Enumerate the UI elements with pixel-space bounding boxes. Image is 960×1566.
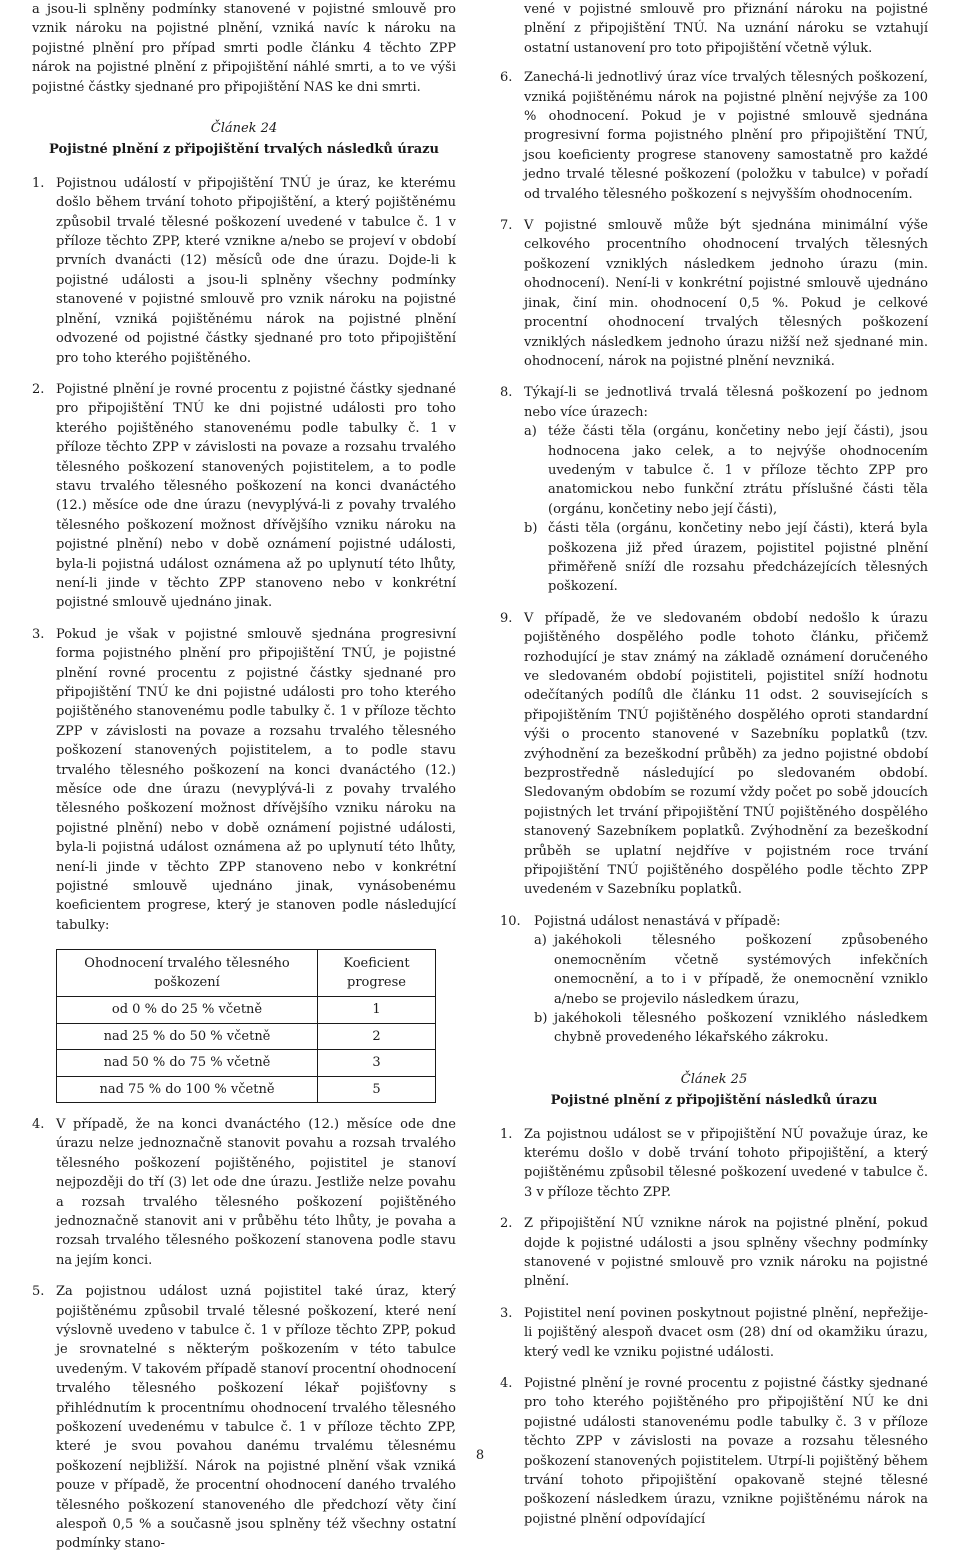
list-item <box>32 625 456 1103</box>
list-item <box>500 216 928 371</box>
list-item <box>500 912 928 1048</box>
item-number: 10. <box>500 913 521 929</box>
item-text: Pojistné plnění je rovné procentu z pojistné částky sjednané pro připojištění TNÚ ke dni pojistné události pro toho kterého pojištěného stanovenému podle tabulky č. 1 v příloze těchto ZPP v závislosti na povaze a rozsahu trvalého tělesného poškození stanovených pojistitelem, a to podle stavu trvalého tělesného poškození na konci dvanáctého (12.) měsíce ode dne úrazu (nevyplývá-li z povahy trvalého tělesného poškození možnost dřívějšího vzniku nároku na pojistné plnění) nebo v době oznámení pojistné události, byla-li pojistná událost oznámena až po uplynutí této lhůty, není-li jinde v těchto ZPP stanoveno nebo v konkrétní pojistné smlouvě ujednáno jinak. <box>56 381 456 611</box>
table-row <box>57 997 436 1023</box>
list-item <box>500 609 928 900</box>
item-number: 7. <box>500 218 513 234</box>
item-text: Pojistnou událostí v připojištění TNÚ je úraz, ke kterému došlo během trvání tohoto připojištění, a který pojištěnému způsobil trvalé tělesné poškození uvedené v tabulce č. 1 v příloze těchto ZPP, které vznikne a/nebo se projeví v období prvních dvanácti (12) měsíců ode dne úrazu. Dojde-li k pojistné události a jsou-li splněny všechny podmínky stanovené v pojistné smlouvě pro vznik nároku na pojistné plnění, vzniká pojištěnému nárok na pojistné plnění odvozené od pojistné částky sjednané pro toto připojištění pro toho kterého pojištěného. <box>56 175 456 366</box>
sub-item-label: b) <box>524 521 538 537</box>
sub-item-label: a) <box>524 424 537 440</box>
sub-item <box>524 519 928 597</box>
item-text: vené v pojistné smlouvě pro přiznání nároku na pojistné plnění z připojištění TNÚ. Na uznání nároku se vztahují ostatní ustanovení pro toto připojištění včetně výluk. <box>524 2 928 56</box>
item-number: 2. <box>32 381 45 397</box>
item-text: Pojistné plnění je rovné procentu z pojistné částky sjednané pro toho kterého pojištěného pro připojištění NÚ ke dni pojistné události stanovenému podle tabulky č. 3 v příloze těchto ZPP v závislosti na povaze a rozsahu tělesného poškození stanovených pojistitelem. Utrpí-li pojištěný během trvání tohoto připojištění opakovaně stejné tělesné poškození následkem úrazu, vznikne pojištěnému nárok na pojistné plnění odpovídající <box>524 1376 928 1527</box>
list-item <box>32 174 456 368</box>
table-row <box>57 1076 436 1102</box>
item-text: V případě, že na konci dvanáctého (12.) měsíce ode dne úrazu nelze jednoznačně stanovit povahu a rozsah trvalého tělesného poškození pojištěného, pojistitel je stanoví nejpozději do tří (3) let ode dne úrazu. Jestliže nelze povahu a rozsah trvalého tělesného poškození pojištěného jednoznačně stanovit ani v průběhu této lhůty, je povaha a rozsah trvalého tělesného poškození stanovena podle stavu na jejím konci. <box>56 1116 456 1268</box>
sub-item <box>534 1009 928 1048</box>
list-item <box>32 1282 456 1554</box>
item-number: 5. <box>32 1284 45 1300</box>
list-item <box>500 68 928 204</box>
item-text: Zanechá-li jednotlivý úraz více trvalých tělesných poškození, vzniká pojištěnému nárok na pojistné plnění nejvýše za 100 % ohodnocení. Pokud je v pojistné smlouvě sjednána progresivní forma pojistného plnění pro připojištění TNÚ, jsou koeficienty progrese stanoveny samostatně pro každé jedno trvalé tělesné poškození (položku v tabulce) v pořadí od trvalého tělesného poškození s nejvyšším ohodnocením. <box>524 70 928 202</box>
page-number: 8 <box>475 1448 485 1463</box>
table-header-row <box>57 950 436 997</box>
sub-item-text: téže části těla (orgánu, končetiny nebo její části), jsou hodnocena jako celek, a to nejvýše ohodnocením uvedeným v tabulce č. 1 v příloze těchto ZPP pro anatomickou nebo funkční ztrátu příslušné části těla (orgánu, končetiny nebo její části), <box>548 424 928 517</box>
sub-item-label: a) <box>534 933 547 949</box>
item-number: 9. <box>500 610 513 626</box>
sub-item-text: části těla (orgánu, končetiny nebo její části), která byla poškozena již před úrazem, pojistitel pojistné plnění přiměřeně sníží dle rozsahu předcházejících tělesných poškození. <box>548 521 928 595</box>
table-cell: 2 <box>318 1023 436 1049</box>
list-item <box>500 1125 928 1203</box>
item-text: Z připojištění NÚ vznikne nárok na pojistné plnění, pokud dojde k pojistné události a jsou splněny všechny podmínky stanovené v pojistné smlouvě pro vznik nároku na pojistné plnění. <box>524 1216 928 1290</box>
item-number: 4. <box>32 1116 45 1132</box>
sub-item-text: jakéhokoli tělesného poškození vzniklého následkem chybně provedeného lékařského zákroku. <box>554 1010 928 1046</box>
sub-item-text: jakéhokoli tělesného poškození způsobeného onemocněním včetně systémových infekčních onemocnění, a to i v případě, že onemocnění vzniklo a/nebo se projevilo následkem úrazu, <box>554 933 928 1007</box>
item-number: 3. <box>500 1305 513 1321</box>
list-item <box>500 383 928 596</box>
item-number: 3. <box>32 626 45 642</box>
item-text: Pokud je však v pojistné smlouvě sjednána progresivní forma pojistného plnění pro připojištění TNÚ, je pojistné plnění rovné procentu z pojistné částky sjednané pro připojištění TNÚ ke dni pojistné události pro toho kterého pojištěného stanovenému podle tabulky č. 1 v příloze těchto ZPP v závislosti na povaze a rozsahu trvalého tělesného poškození stanovených pojistitelem, a to podle stavu trvalého tělesného poškození na konci dvanáctého (12.) měsíce ode dne úrazu (nevyplývá-li z povahy trvalého tělesného poškození možnost dřívějšího vzniku nároku na pojistné plnění) nebo v době oznámení pojistné události, byla-li pojistná událost oznámena až po uplynutí této lhůty, není-li jinde v těchto ZPP stanoveno nebo v konkrétní pojistné smlouvě ujednáno jinak, vynásobenému koeficientem progrese, který je stanoven podle následující tabulky: <box>56 626 456 933</box>
item-text: Týkají-li se jednotlivá trvalá tělesná poškození po jednom nebo více úrazech: <box>524 385 928 420</box>
article-25-subtitle: Pojistné plnění z připojištění následků úrazu <box>550 1093 878 1109</box>
table-cell: od 0 % do 25 % včetně <box>57 997 318 1023</box>
table-cell: nad 50 % do 75 % včetně <box>57 1050 318 1076</box>
item-number: 1. <box>32 175 45 191</box>
item-text: V pojistné smlouvě může být sjednána minimální výše celkového procentního ohodnocení trvalých tělesných poškození vzniklých následkem jednoho úrazu (min. ohodnocení). Není-li v konkrétní pojistné smlouvě ujednáno jinak, činí min. ohodnocení 0,5 %. Pokud je celkové procentní ohodnocení trvalých tělesných poškození vzniklých následkem jednoho úrazu nižší než sjednané min. ohodnocení, nárok na pojistné plnění nevzniká. <box>524 218 928 369</box>
table-cell: nad 25 % do 50 % včetně <box>57 1023 318 1049</box>
table-row <box>57 1023 436 1049</box>
item-number: 1. <box>500 1126 513 1142</box>
item-number: 6. <box>500 70 513 86</box>
list-item <box>32 1115 456 1270</box>
table-header-cell: Koeficient progrese <box>318 950 436 997</box>
item-number: 4. <box>500 1376 513 1391</box>
list-item <box>32 380 456 613</box>
item-text: Za pojistnou událost uzná pojistitel také úraz, který pojištěnému způsobil trvalé tělesné poškození, které není výslovně uvedeno v tabulce č. 1 v příloze těchto ZPP, pokud je srovnatelné s některým poškozením v této tabulce uvedeným. V takovém případě stanoví procentní ohodnocení trvalého tělesného poškození lékař pojišťovny s přihlédnutím k procentnímu ohodnocení trvalého tělesného poškození uvedenému v tabulce č. 1 v příloze těchto ZPP, které je svou povahou danému trvalému tělesnému poškození nejbližší. Nárok na pojistné plnění však vzniká pouze v případě, že procentní ohodnocení daného trvalého tělesného poškození stanoveného dle předchozí věty činí alespoň 0,5 % a současně jsou splněny též všechny ostatní podmínky stano- <box>56 1284 456 1552</box>
table-header-cell: Ohodnocení trvalého tělesného poškození <box>57 950 318 997</box>
sub-item <box>534 931 928 1009</box>
item-text: Za pojistnou událost se v připojištění NÚ považuje úraz, ke kterému došlo v době trvání tohoto připojištění, a který pojištěnému způsobil tělesné poškození uvedené v tabulce č. 3 v příloze těchto ZPP. <box>524 1126 928 1200</box>
item-text: Pojistná událost nenastává v případě: <box>534 913 781 929</box>
table-cell: nad 75 % do 100 % včetně <box>57 1076 318 1102</box>
right-column <box>500 0 928 1541</box>
item-number: 2. <box>500 1216 513 1232</box>
left-column <box>32 0 456 1566</box>
sub-item-label: b) <box>534 1010 548 1026</box>
article-25-title: Článek 25 <box>680 1071 748 1087</box>
item-text: V případě, že ve sledovaném období nedošlo k úrazu pojištěného dospělého podle tohoto článku, přičemž rozhodující je stav známý na základě oznámení doručeného ve sledovaném období pojistiteli, pojistitel sníží hodnotu odečítaných podílů dle článku 11 odst. 2 souvisejících s připojištěním TNÚ pojištěného dospělého oproti standardní výši o procento stanovené v Sazebníku poplatků (tzv. zvýhodnění za bezeškodní průběh) za jedno pojistné období bezprostředně následující po sledovaném období. Sledovaným obdobím se rozumí vždy počet po sobě jdoucích pojistných let trvání připojištění TNÚ pojištěného dospělého stanovený Sazebníkem poplatků. Zvýhodnění za bezeškodní průběh se uplatní nejdříve v pojistném roce trvání připojištění TNÚ pojištěného dospělého podle těchto ZPP uvedeném v Sazebníku poplatků. <box>524 610 928 898</box>
table-row <box>57 1050 436 1076</box>
intro-paragraph: a jsou-li splněny podmínky stanovené v pojistné smlouvě pro vznik nároku na pojistné plnění, vzniká navíc k nároku na pojistné plnění pro případ smrti podle článku 4 těchto ZPP nárok na pojistné plnění z připojištění náhlé smrti, a to ve výši pojistné částky sjednané pro připojištění NAS ke dni smrti. <box>32 2 456 95</box>
progression-table <box>56 949 436 1103</box>
sub-item <box>524 422 928 519</box>
article-24-title: Článek 24 <box>210 121 278 137</box>
table-cell: 5 <box>318 1076 436 1102</box>
table-cell: 3 <box>318 1050 436 1076</box>
table-cell: 1 <box>318 997 436 1023</box>
list-item <box>500 1304 928 1362</box>
item-number: 8. <box>500 385 513 401</box>
list-item-continued <box>500 0 928 58</box>
article-24-subtitle: Pojistné plnění z připojištění trvalých následků úrazu <box>49 142 439 158</box>
item-text: Pojistitel není povinen poskytnout pojistné plnění, nepřežije-li pojištěný alespoň dvacet osm (28) dní od okamžiku úrazu, který vedl ke vzniku pojistné události. <box>524 1305 928 1360</box>
list-item <box>500 1214 928 1292</box>
